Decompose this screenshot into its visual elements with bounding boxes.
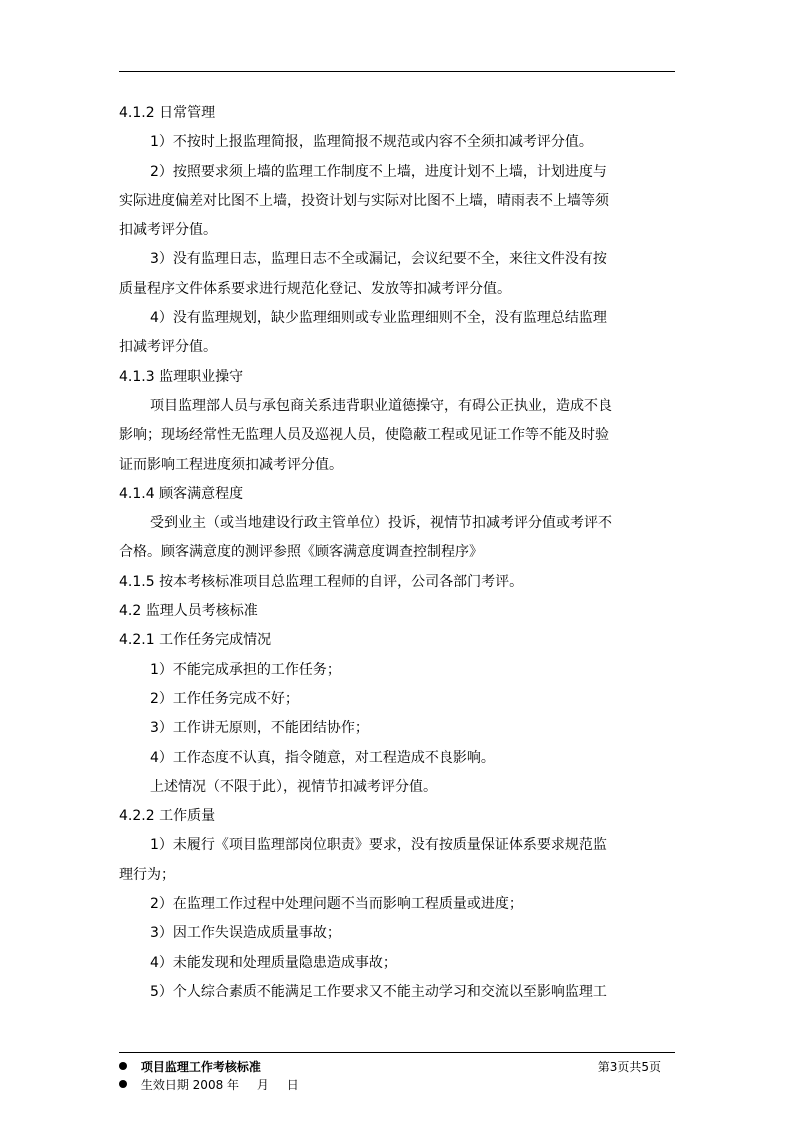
- paragraph-line: 理行为；: [119, 866, 175, 883]
- list-item: 2）工作任务完成不好；: [150, 690, 299, 707]
- section-heading-4-1-4: 4.1.4 顾客满意程度: [119, 485, 244, 502]
- section-heading-4-1-3: 4.1.3 监理职业操守: [119, 368, 244, 385]
- paragraph-line: 扣减考评分值。: [119, 339, 217, 356]
- paragraph-line: 证而影响工程进度须扣减考评分值。: [119, 456, 343, 473]
- year-unit: 年: [227, 1078, 240, 1092]
- footer-title-row: [119, 1058, 675, 1076]
- effective-year: 2008: [192, 1078, 224, 1092]
- list-item: 2）在监理工作过程中处理问题不当而影响工程质量或进度；: [150, 896, 523, 913]
- paragraph-line: 项目监理部人员与承包商关系违背职业道德操守，有碍公正执业，造成不良: [150, 397, 612, 414]
- footer-rule: [119, 1052, 675, 1053]
- footer-doc-title: 项目监理工作考核标准: [140, 1060, 261, 1074]
- list-item: 3）工作讲无原则，不能团结协作；: [150, 720, 369, 737]
- list-item: 1）未履行《项目监理部岗位职责》要求，没有按质量保证体系要求规范监: [150, 837, 607, 854]
- list-item: 4）工作态度不认真，指令随意，对工程造成不良影响。: [150, 749, 495, 766]
- page-footer: [119, 1058, 675, 1094]
- paragraph-line: 合格。顾客满意度的测评参照《顾客满意度调查控制程序》: [119, 544, 483, 561]
- month-unit: 月: [256, 1078, 269, 1092]
- paragraph-line: 实际进度偏差对比图不上墙，投资计划与实际对比图不上墙，晴雨表不上墙等须: [119, 192, 609, 209]
- document-body: [119, 99, 679, 1007]
- section-heading-4-1-2: 4.1.2 日常管理: [119, 105, 216, 121]
- page-number: 第3页共5页: [597, 1060, 661, 1074]
- effective-date-label: 生效日期: [140, 1078, 189, 1092]
- section-heading-4-2: 4.2 监理人员考核标准: [119, 603, 258, 620]
- paragraph-line: 影响；现场经常性无监理人员及巡视人员，使隐蔽工程或见证工作等不能及时验: [119, 427, 609, 444]
- paragraph-line: 1）不按时上报监理简报，监理简报不规范或内容不全须扣减考评分值。: [150, 134, 593, 151]
- paragraph-line: 3）没有监理日志，监理日志不全或漏记，会议纪要不全，来往文件没有按: [150, 251, 607, 268]
- day-unit: 日: [286, 1078, 299, 1092]
- header-rule: [119, 71, 675, 72]
- section-heading-4-2-1: 4.2.1 工作任务完成情况: [119, 632, 272, 649]
- paragraph-line: 上述情况（不限于此），视情节扣减考评分值。: [150, 778, 437, 795]
- bullet-icon: [119, 1062, 127, 1070]
- paragraph-line: 2）按照要求须上墙的监理工作制度不上墙，进度计划不上墙，计划进度与: [150, 163, 607, 180]
- section-heading-4-2-2: 4.2.2 工作质量: [119, 808, 216, 825]
- bullet-icon: [119, 1080, 127, 1088]
- section-heading-4-1-5: 4.1.5 按本考核标准项目总监理工程师的自评，公司各部门考评。: [119, 573, 524, 590]
- list-item: 4）未能发现和处理质量隐患造成事故；: [150, 954, 397, 971]
- list-item: 5）个人综合素质不能满足工作要求又不能主动学习和交流以至影响监理工: [150, 983, 607, 1000]
- list-item: 3）因工作失误造成质量事故；: [150, 925, 341, 942]
- paragraph-line: 4）没有监理规划，缺少监理细则或专业监理细则不全，没有监理总结监理: [150, 310, 607, 327]
- paragraph-line: 质量程序文件体系要求进行规范化登记、发放等扣减考评分值。: [119, 280, 511, 297]
- paragraph-line: 扣减考评分值。: [119, 222, 217, 239]
- paragraph-line: 受到业主（或当地建设行政主管单位）投诉，视情节扣减考评分值或考评不: [150, 515, 612, 532]
- list-item: 1）不能完成承担的工作任务；: [150, 661, 341, 678]
- footer-date-row: [119, 1076, 675, 1094]
